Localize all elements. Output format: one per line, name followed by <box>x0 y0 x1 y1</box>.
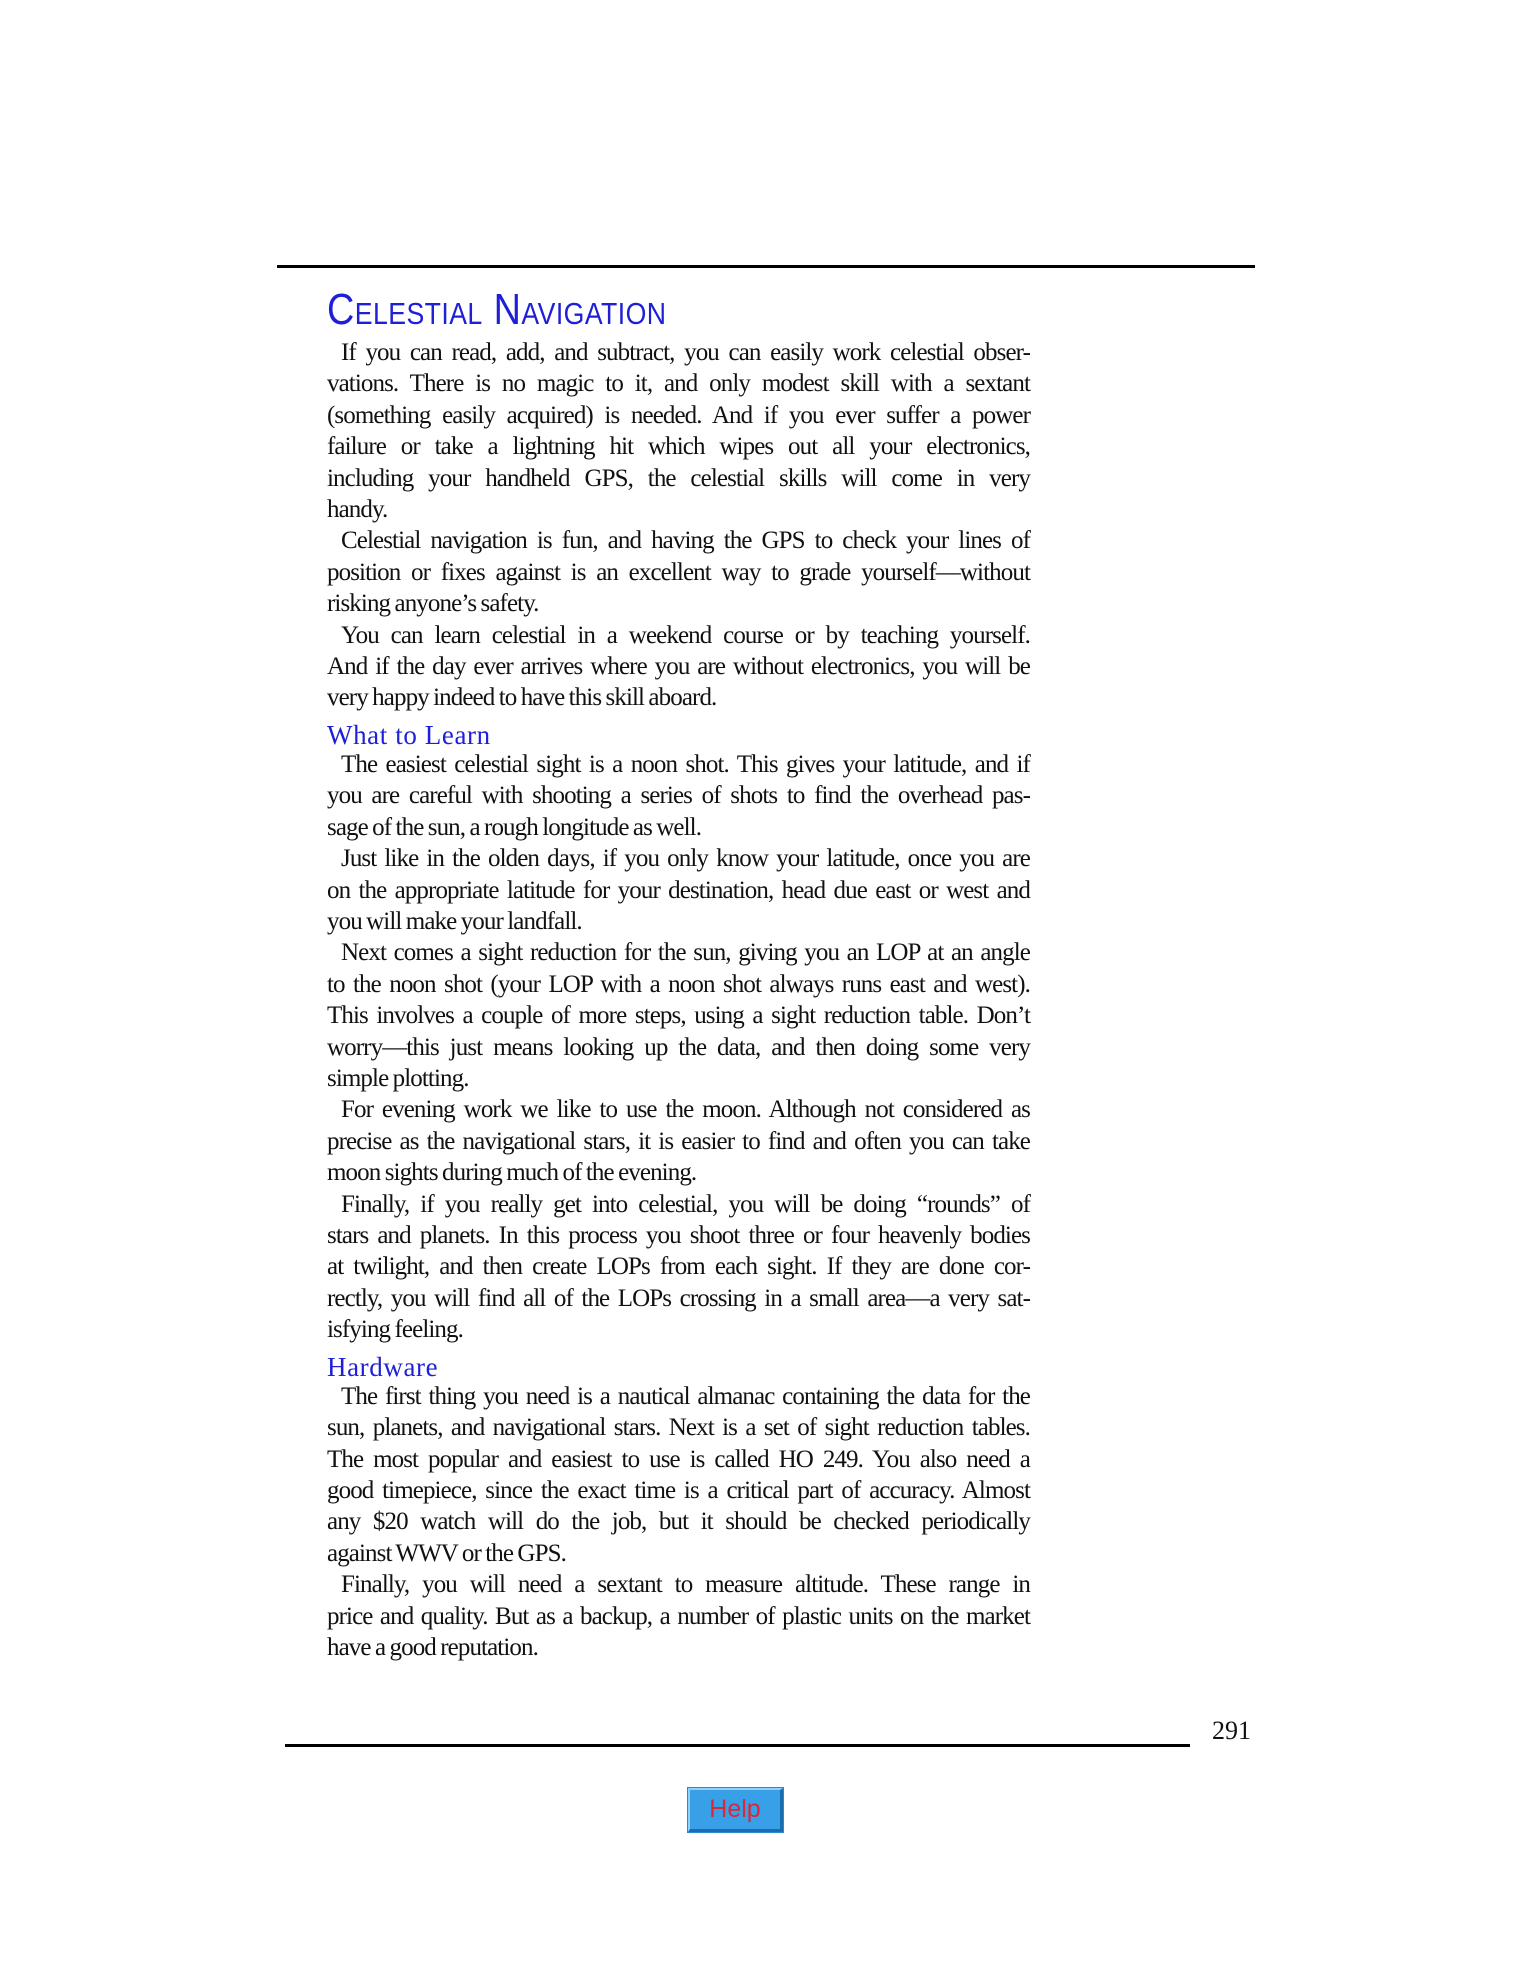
text-line: Finally, if you really get into celestial, you will be doing “rounds” of <box>341 1190 1030 1218</box>
text-line: And if the day ever arrives where you are without electronics, you will be <box>327 652 1030 680</box>
text-line: moon sights during much of the evening. <box>327 1159 697 1187</box>
text-line: risking anyone’s safety. <box>327 590 539 618</box>
text-line: failure or take a lightning hit which wipes out all your electronics, <box>327 433 1030 461</box>
text-line: on the appropriate latitude for your destination, head due east or west and <box>327 876 1030 904</box>
page-title: Celestial Navigation <box>327 285 667 334</box>
text-line: isfying feeling. <box>327 1316 463 1344</box>
paragraph <box>327 620 1030 714</box>
paragraph <box>327 937 1030 1094</box>
top-rule <box>277 265 1255 268</box>
text-line: any $20 watch will do the job, but it should be checked periodically <box>327 1508 1030 1536</box>
article-body <box>327 337 1030 1663</box>
text-line: Finally, you will need a sextant to measure altitude. These range in <box>341 1571 1030 1599</box>
text-line: very happy indeed to have this skill aboard. <box>327 684 717 712</box>
text-line: This involves a couple of more steps, using a sight reduction table. Don’t <box>327 1002 1030 1030</box>
text-line: worry—this just means looking up the data, and then doing some very <box>327 1033 1030 1061</box>
text-line: at twilight, and then create LOPs from each sight. If they are done cor- <box>327 1253 1030 1281</box>
text-line: You can learn celestial in a weekend course or by teaching yourself. <box>341 621 1030 649</box>
text-line: (something easily acquired) is needed. And if you ever suffer a power <box>327 401 1030 429</box>
paragraph <box>327 749 1030 843</box>
paragraph <box>327 1381 1030 1569</box>
paragraph <box>327 843 1030 937</box>
page-number: 291 <box>1212 1716 1251 1745</box>
text-line: simple plotting. <box>327 1064 469 1092</box>
text-line: rectly, you will find all of the LOPs crossing in a small area—a very sat- <box>327 1284 1030 1312</box>
text-line: to the noon shot (your LOP with a noon shot always runs east and west). <box>327 970 1030 998</box>
text-line: against WWV or the GPS. <box>327 1539 566 1567</box>
text-line: sun, planets, and navigational stars. Next is a set of sight reduction tables. <box>327 1414 1030 1442</box>
text-line: have a good reputation. <box>327 1634 538 1662</box>
paragraph <box>327 525 1030 619</box>
text-line: sage of the sun, a rough longitude as well. <box>327 813 702 841</box>
text-line: The most popular and easiest to use is called HO 249. You also need a <box>327 1445 1030 1473</box>
text-line: Next comes a sight reduction for the sun, giving you an LOP at an angle <box>341 939 1030 967</box>
paragraph <box>327 1569 1030 1663</box>
paragraph <box>327 1094 1030 1188</box>
text-line: including your handheld GPS, the celestial skills will come in very <box>327 464 1030 492</box>
text-line: precise as the navigational stars, it is easier to find and often you can take <box>327 1127 1030 1155</box>
section-heading: Hardware <box>327 1351 439 1382</box>
bottom-rule <box>285 1744 1190 1747</box>
paragraph <box>327 1189 1030 1346</box>
section-heading: What to Learn <box>327 719 491 750</box>
text-line: Celestial navigation is fun, and having the GPS to check your lines of <box>341 527 1030 555</box>
text-line: price and quality. But as a backup, a number of plastic units on the market <box>327 1602 1030 1630</box>
text-line: position or fixes against is an excellent way to grade yourself—without <box>327 558 1030 586</box>
text-line: vations. There is no magic to it, and only modest skill with a sextant <box>327 370 1030 398</box>
text-line: The easiest celestial sight is a noon shot. This gives your latitude, and if <box>341 751 1030 779</box>
text-line: you will make your landfall. <box>327 908 582 936</box>
text-line: handy. <box>327 495 388 523</box>
text-line: Just like in the olden days, if you only know your latitude, once you are <box>341 845 1030 873</box>
text-line: If you can read, add, and subtract, you can easily work celestial obser- <box>341 339 1030 366</box>
text-line: The first thing you need is a nautical almanac containing the data for the <box>341 1382 1030 1410</box>
help-button[interactable]: Help <box>688 1788 783 1832</box>
paragraph <box>327 337 1030 525</box>
text-line: For evening work we like to use the moon. Although not considered as <box>341 1096 1030 1124</box>
text-line: stars and planets. In this process you shoot three or four heavenly bodies <box>327 1221 1030 1249</box>
text-line: you are careful with shooting a series of shots to find the overhead pas- <box>327 782 1030 810</box>
text-line: good timepiece, since the exact time is a critical part of accuracy. Almost <box>327 1477 1030 1505</box>
